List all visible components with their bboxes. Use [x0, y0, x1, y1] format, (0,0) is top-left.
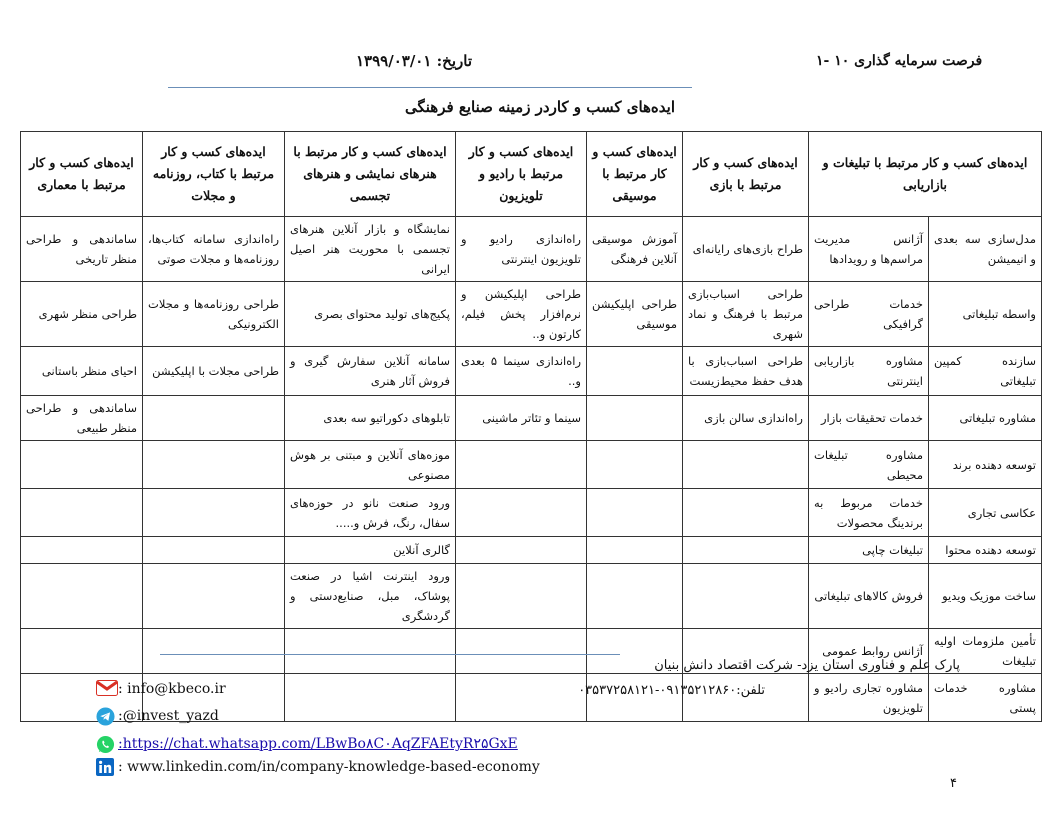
email-text: : info@kbeco.ir — [118, 681, 226, 697]
table-cell — [587, 396, 683, 441]
column-header: ایده‌های کسب و کار مرتبط با معماری — [21, 132, 143, 217]
table-cell — [285, 629, 456, 674]
table-cell — [143, 396, 285, 441]
table-cell: طراحی اپلیکیشن و نرم‌افزار پخش فیلم، کارتون و.. — [456, 282, 587, 347]
table-cell — [456, 564, 587, 629]
column-header: ایده‌های کسب و کار مرتبط با تبلیغات و بازاریابی — [809, 132, 1042, 217]
ideas-table — [20, 131, 1042, 722]
table-cell — [143, 629, 285, 674]
table-cell — [143, 489, 285, 537]
table-cell — [143, 441, 285, 489]
row-label-cell: عکاسی تجاری — [929, 489, 1042, 537]
whatsapp-link[interactable]: :https://chat.whatsapp.com/LBwBo۸C۰AqZFAEtyR۲۵GxE — [118, 736, 518, 752]
row-label-cell: توسعه دهنده محتوا — [929, 537, 1042, 564]
table-cell: طراح بازی‌های رایانه‌ای — [683, 217, 809, 282]
footer-organization: پارک علم و فناوری استان یزد- شرکت اقتصاد دانش بنیان — [654, 658, 960, 673]
table-cell: تابلوهای دکوراتیو سه بعدی — [285, 396, 456, 441]
table-cell — [21, 537, 143, 564]
header-divider — [168, 87, 692, 88]
table-cell — [587, 564, 683, 629]
row-label-cell: توسعه دهنده برند — [929, 441, 1042, 489]
column-header: ایده‌های کسب و کار مرتبط با بازی — [683, 132, 809, 217]
footer-divider — [160, 654, 620, 655]
table-cell — [143, 537, 285, 564]
table-row — [21, 282, 1042, 347]
table-cell: طراحی منظر شهری — [21, 282, 143, 347]
table-cell: مشاوره تبلیغات محیطی — [809, 441, 929, 489]
row-label-cell: مشاوره خدمات پستی — [929, 674, 1042, 722]
column-header: ایده‌های کسب و کار مرتبط با کتاب، روزنامه و مجلات — [143, 132, 285, 217]
linkedin-text: : www.linkedin.com/in/company-knowledge-based-economy — [118, 759, 540, 775]
table-cell: مشاوره تجاری رادیو و تلویزیون — [809, 674, 929, 722]
column-header: ایده‌های کسب و کار مرتبط با هنرهای نمایشی و هنرهای تجسمی — [285, 132, 456, 217]
linkedin-contact[interactable] — [96, 758, 540, 776]
row-label-cell: سازنده کمپین تبلیغاتی — [929, 347, 1042, 396]
table-cell — [21, 629, 143, 674]
table-cell — [456, 441, 587, 489]
table-cell — [683, 564, 809, 629]
table-row — [21, 537, 1042, 564]
table-cell: ساماندهی و طراحی منظر تاریخی — [21, 217, 143, 282]
document-code: فرصت سرمایه گذاری ۱۰ -۱ — [816, 53, 983, 69]
table-cell: مشاوره بازاریابی اینترنتی — [809, 347, 929, 396]
row-label-cell: ساخت موزیک ویدیو — [929, 564, 1042, 629]
table-cell: خدمات تحقیقات بازار — [809, 396, 929, 441]
table-cell: تبلیغات چاپی — [809, 537, 929, 564]
table-row — [21, 396, 1042, 441]
table-cell — [587, 489, 683, 537]
table-cell — [456, 629, 587, 674]
table-cell: ساماندهی و طراحی منظر طبیعی — [21, 396, 143, 441]
table-header-row — [21, 132, 1042, 217]
table-cell: سینما و تئاتر ماشینی — [456, 396, 587, 441]
table-cell — [21, 564, 143, 629]
row-label-cell: مشاوره تبلیغاتی — [929, 396, 1042, 441]
table-cell — [285, 674, 456, 722]
row-label-cell: تأمین ملزومات اولیه تبلیغات — [929, 629, 1042, 674]
column-header: ایده‌های کسب و کار مرتبط با موسیقی — [587, 132, 683, 217]
table-cell — [143, 564, 285, 629]
table-cell: طراحی روزنامه‌ها و مجلات الکترونیکی — [143, 282, 285, 347]
table-cell — [587, 441, 683, 489]
table-cell: خدمات مربوط به برندینگ محصولات — [809, 489, 929, 537]
table-cell — [21, 489, 143, 537]
table-cell: طراحی اسباب‌بازی با هدف حفظ محیط‌زیست — [683, 347, 809, 396]
table-cell: خدمات طراحی گرافیکی — [809, 282, 929, 347]
whatsapp-icon — [96, 735, 116, 753]
table-row — [21, 347, 1042, 396]
whatsapp-contact[interactable] — [96, 735, 518, 753]
table-cell: پکیج‌های تولید محتوای بصری — [285, 282, 456, 347]
table-cell: طراحی اسباب‌بازی مرتبط با فرهنگ و نماد شهری — [683, 282, 809, 347]
table-cell — [683, 441, 809, 489]
linkedin-icon — [96, 758, 116, 776]
telegram-text: :@invest_yazd — [118, 708, 219, 724]
table-cell — [456, 489, 587, 537]
table-cell: نمایشگاه و بازار آنلاین هنرهای تجسمی با محوریت هنر اصیل ایرانی — [285, 217, 456, 282]
table-cell: راه‌اندازی سینما ۵ بعدی و.. — [456, 347, 587, 396]
table-cell: ورود صنعت نانو در حوزه‌های سفال، رنگ، فرش و..... — [285, 489, 456, 537]
table-cell: احیای منظر باستانی — [21, 347, 143, 396]
table-cell — [587, 347, 683, 396]
table-cell: راه‌اندازی سامانه کتاب‌ها، روزنامه‌ها و مجلات صوتی — [143, 217, 285, 282]
table-cell — [587, 537, 683, 564]
table-cell: سامانه آنلاین سفارش گیری و فروش آثار هنری — [285, 347, 456, 396]
table-cell: راه‌اندازی سالن بازی — [683, 396, 809, 441]
table-cell — [683, 537, 809, 564]
table-row — [21, 564, 1042, 629]
table-row — [21, 489, 1042, 537]
table-cell: آژانس روابط عمومی — [809, 629, 929, 674]
page-title: ایده‌های کسب و کاردر زمینه صنایع فرهنگی — [404, 98, 676, 116]
table-cell — [456, 537, 587, 564]
table-row — [21, 441, 1042, 489]
document-date: تاریخ: ۱۳۹۹/۰۳/۰۱ — [356, 52, 473, 70]
table-cell — [683, 489, 809, 537]
table-cell: طراحی مجلات با اپلیکیشن — [143, 347, 285, 396]
table-cell: فروش کالاهای تبلیغاتی — [809, 564, 929, 629]
table-cell — [21, 441, 143, 489]
table-cell: راه‌اندازی رادیو و تلویزیون اینترنتی — [456, 217, 587, 282]
gmail-icon — [96, 680, 116, 698]
footer-phone: تلفن:۰۹۱۳۵۲۱۲۸۶۰-۰۳۵۳۷۲۵۸۱۲۱ — [578, 683, 765, 698]
table-cell: موزه‌های آنلاین و مبتنی بر هوش مصنوعی — [285, 441, 456, 489]
column-header: ایده‌های کسب و کار مرتبط با رادیو و تلویزیون — [456, 132, 587, 217]
table-row — [21, 217, 1042, 282]
table-cell: گالری آنلاین — [285, 537, 456, 564]
table-cell: آموزش موسیقی آنلاین فرهنگی — [587, 217, 683, 282]
table-cell: طراحی اپلیکیشن موسیقی — [587, 282, 683, 347]
table-cell: آژانس مدیریت مراسم‌ها و رویدادها — [809, 217, 929, 282]
page-number: ۴ — [950, 776, 957, 791]
telegram-contact[interactable] — [96, 707, 219, 725]
email-contact[interactable] — [96, 680, 226, 698]
telegram-icon — [96, 707, 116, 725]
row-label-cell: واسطه تبلیغاتی — [929, 282, 1042, 347]
table-cell: ورود اینترنت اشیا در صنعت پوشاک، مبل، صنایع‌دستی و گردشگری — [285, 564, 456, 629]
row-label-cell: مدل‌سازی سه بعدی و انیمیشن — [929, 217, 1042, 282]
